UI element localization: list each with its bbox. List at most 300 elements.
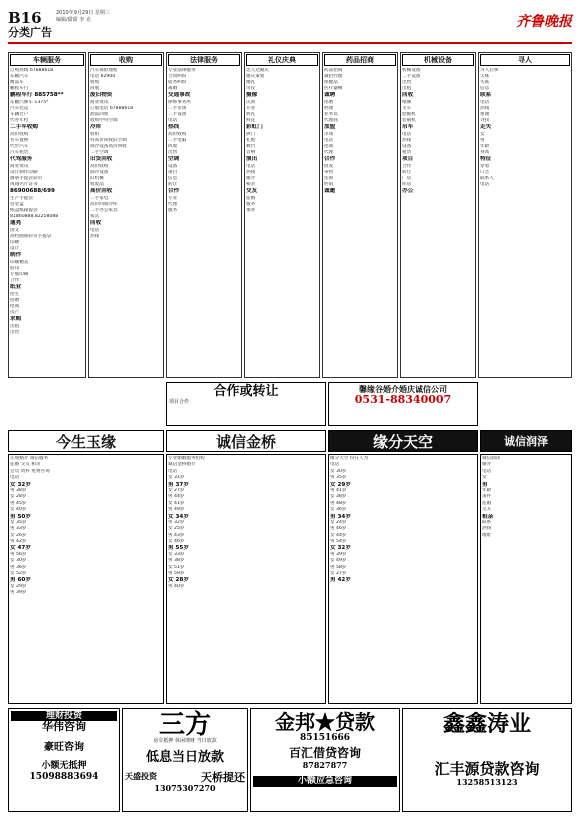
ad-line: 女 29岁 xyxy=(10,583,27,589)
ad-line: 诚邀 xyxy=(324,188,336,194)
ad-line: 鲜花 xyxy=(246,118,256,123)
ad-title: 鑫鑫涛业 xyxy=(442,711,531,737)
ad-title: 天盛投资 xyxy=(125,770,157,781)
ad-line: 女 24岁 xyxy=(330,519,347,525)
ad-line: 女 46岁 xyxy=(168,539,185,545)
ad-line: 离婚 xyxy=(168,86,178,91)
ad-line: 机械设备 xyxy=(402,68,421,73)
ad-line: 收购中央空调 xyxy=(90,118,118,123)
ad-line: 口音 xyxy=(480,170,490,175)
ad-line: 诚聘 xyxy=(324,92,336,98)
ad-line: 办公 xyxy=(402,188,414,194)
ad-line: 女 32岁 xyxy=(10,481,31,488)
ad-line: 厂房 xyxy=(402,176,412,181)
ad-line: 项目 xyxy=(402,156,414,162)
ad-line: 吊车 xyxy=(402,124,414,130)
ad-line: 批发 xyxy=(324,164,334,169)
ad-line: 画册手提袋彩页 xyxy=(10,176,43,181)
ad-line: 婚介 xyxy=(482,462,492,468)
ad-line: 男 42岁 xyxy=(10,539,27,545)
ad-line: 出售 xyxy=(402,80,412,85)
ad-line: 男 38岁 xyxy=(168,558,185,564)
ad-line: 年龄 xyxy=(480,144,490,149)
ad-line: 家具 xyxy=(90,214,100,219)
ad-phone: 85151666 xyxy=(299,733,351,743)
matchmaking-list-right xyxy=(328,454,478,704)
ad-line: 女 29岁 xyxy=(330,481,351,488)
ad-line: 演出 xyxy=(246,156,258,162)
column-legal xyxy=(166,52,242,378)
column-machinery xyxy=(400,52,476,378)
ad-line: 年龄 xyxy=(482,487,492,493)
ad-line: 电话 xyxy=(324,138,334,143)
ad-line: 专业婚姻服务机构 xyxy=(168,456,205,461)
ad-line: 连锁 xyxy=(324,176,334,181)
ad-line: 合作 xyxy=(10,278,20,283)
ad-line: 征婚 xyxy=(246,196,256,201)
ad-line: 东鹏汽修车 1375* xyxy=(10,100,49,105)
newspaper-logo: 齐鲁晚报 xyxy=(516,14,572,30)
ad-line: 出租 xyxy=(10,324,20,329)
ad-line: 合同纠纷 xyxy=(168,74,187,79)
ad-title: 三方 xyxy=(158,710,211,740)
ad-line: 专版印刷 xyxy=(10,272,29,277)
ad-line: 维修 xyxy=(402,100,412,105)
ad-line: 经销 xyxy=(324,182,334,187)
ad-line: 礼炮 xyxy=(246,138,256,143)
ad-line: 印刷 xyxy=(10,240,20,245)
ad-line: 高价回收冷库 xyxy=(90,202,118,207)
ad-line: 招商 xyxy=(324,144,334,149)
sheet-title-center: 诚信金桥 xyxy=(166,430,326,452)
ad-line: 医疗器械 xyxy=(324,86,343,91)
ad-line: 通亮 xyxy=(10,220,22,226)
ad-phone: 13258513123 xyxy=(456,777,518,788)
column-title: 法律服务 xyxy=(168,54,240,66)
ad-text: 房车抵押 休闲理财 当日放款 xyxy=(153,738,217,744)
ad-line: 高价收购 xyxy=(168,132,187,137)
ad-line: 女 41岁 xyxy=(168,500,185,506)
ad-line: 服务 xyxy=(246,202,256,207)
ad-line: 诚招代理 xyxy=(324,74,343,79)
ad-line: 男 44岁 xyxy=(168,494,185,500)
ad-line: 男 45岁 xyxy=(10,500,27,506)
ad-line: 条件 xyxy=(482,494,492,500)
ad-line: 女 52岁 xyxy=(10,571,27,577)
ad-line: 女 30岁 xyxy=(10,558,27,564)
sheet-title-far: 诚信润泽 xyxy=(480,430,572,452)
ad-line: 生产手提袋 xyxy=(10,196,33,201)
ad-line: 设计制作印刷 xyxy=(10,170,38,175)
ad-line: 承办 xyxy=(246,208,256,213)
matchmaking-list-center xyxy=(166,454,326,704)
ad-line: 摄像 xyxy=(246,92,258,98)
ad-line: 商业资讯 xyxy=(10,164,29,169)
cooperation-box xyxy=(166,382,326,426)
ad-line: 订版电话 67888618 xyxy=(90,106,134,111)
ad-line: 热线 xyxy=(402,138,412,143)
ad-line: 合作 xyxy=(402,164,412,169)
ad-line: 音响 xyxy=(246,150,256,155)
ad-line: 冷库 xyxy=(90,124,102,130)
ad-line: 电话 xyxy=(168,118,178,123)
xinyuangu-box xyxy=(328,382,478,426)
ad-line: 纸业 xyxy=(10,284,22,290)
ad-line: 高价回收 xyxy=(90,188,113,194)
ad-line: 专业法律服务 xyxy=(168,68,196,73)
ad-line: 征婚 xyxy=(482,500,492,506)
cooperation-title: 合作或转让 xyxy=(213,384,279,399)
ad-line: 重谢 xyxy=(480,112,490,117)
ad-line: 女 28岁 xyxy=(10,494,27,500)
ad-line: 彩虹门 xyxy=(246,124,263,130)
ad-line: 服务 xyxy=(168,208,178,213)
ad-line: 婚介 xyxy=(246,176,256,181)
ad-line: 装载机 xyxy=(402,118,416,123)
ad-line: 二手设备 xyxy=(402,74,421,79)
ad-line: 求购 xyxy=(10,316,22,322)
ad-phone: 13075307270 xyxy=(154,783,216,794)
ad-line: 男 40岁 xyxy=(168,583,185,589)
ad-line: 设计 xyxy=(10,246,20,251)
ad-line: 招生 xyxy=(10,292,20,297)
ad-line: 男 39岁 xyxy=(10,590,27,596)
ad-line: 男 xyxy=(482,481,488,488)
ad-line: 合作 xyxy=(168,188,180,194)
loan-ad-xinxintao xyxy=(402,708,572,812)
ad-line: 女 30岁 xyxy=(330,468,347,474)
ad-line: 项目 xyxy=(168,170,178,175)
ad-line: 挖掘机 xyxy=(402,112,416,117)
ad-line: 热线 xyxy=(246,170,256,175)
ad-line: 身高 xyxy=(480,150,490,155)
ad-line: 加盟 xyxy=(324,124,336,130)
ad-line: 电话 xyxy=(90,228,100,233)
ad-line: 市场 xyxy=(324,132,334,137)
ad-line: 叉车 xyxy=(402,106,412,111)
ad-line: 庆典 xyxy=(246,100,256,105)
ad-line: 男 xyxy=(480,138,485,143)
ad-line: 女 xyxy=(482,475,487,481)
ad-phone: 15098883694 xyxy=(29,771,99,782)
ad-line: 汽车托运 xyxy=(10,106,29,111)
ad-line: 精品车 xyxy=(10,80,24,85)
ad-title: 理财投资 xyxy=(11,711,117,721)
ad-line: 寻找 xyxy=(480,118,490,123)
xinyuangu-title: 馨缘谷婚介婚庆诚信公司 xyxy=(359,385,447,394)
ad-line: 会员 资料 免费咨询 xyxy=(10,468,50,474)
ad-line: 热线 xyxy=(482,526,492,532)
ad-line: 相亲 xyxy=(482,513,494,520)
ad-line: 女 32岁 xyxy=(330,545,351,552)
ad-line: 代驾服务 xyxy=(10,156,33,162)
ad-line: 库房 xyxy=(402,182,412,187)
ad-title: 百汇借贷咨询 xyxy=(288,746,361,761)
column-title: 药品招商 xyxy=(324,54,396,66)
ad-line: 男 33岁 xyxy=(10,526,27,532)
ad-line: 债务纠纷 xyxy=(168,80,187,85)
ad-line: 开业 xyxy=(246,106,256,111)
ad-line: 女 36岁 xyxy=(330,507,347,513)
ad-line: 律师事务所 xyxy=(168,100,191,105)
ad-line: 电话 xyxy=(480,182,490,187)
ad-line: 女 33岁 xyxy=(168,551,185,557)
ad-line: 热线 xyxy=(90,234,100,239)
ad-line: 信息 xyxy=(168,176,178,181)
ad-line: 电话 xyxy=(10,475,20,481)
ad-line: 鹏程车行 xyxy=(10,86,29,91)
date-meta xyxy=(56,11,110,25)
ad-line: 房产 xyxy=(10,310,20,315)
loan-ad-huawei xyxy=(8,708,120,812)
ad-line: 走失 xyxy=(480,124,492,130)
ad-line: 诚信润泽 xyxy=(482,456,501,461)
ad-line: 男 32岁 xyxy=(168,519,185,525)
ad-line: 男 38岁 xyxy=(10,487,27,493)
ad-line: 81860888,82258088 xyxy=(10,214,59,219)
matchmaking-list-left xyxy=(8,454,164,704)
ad-line: 订购热线 67888618 xyxy=(10,68,54,73)
ad-line: 纸盒纸箱提袋 xyxy=(10,208,38,213)
ad-line: 女 27岁 xyxy=(330,571,347,577)
ad-line: 业务员 xyxy=(324,112,338,117)
ad-line: 男 60岁 xyxy=(10,577,31,584)
ad-line: 女 44岁 xyxy=(330,532,347,538)
ad-line: 女 25岁 xyxy=(168,526,185,532)
ad-line: 国文 xyxy=(10,228,20,233)
ad-line: 欠账 xyxy=(480,74,490,79)
ad-line: 男 42岁 xyxy=(330,577,351,584)
ad-line: 代理 xyxy=(324,150,334,155)
ad-line: 联系 xyxy=(480,92,492,98)
ad-line: 零售 xyxy=(324,170,334,175)
ad-line: 穿着 xyxy=(480,164,490,169)
ad-line: 男 37岁 xyxy=(168,481,189,488)
column-title: 礼仪庆典 xyxy=(246,54,318,66)
ad-line: 二手家电 xyxy=(90,196,109,201)
ad-line: 电话 xyxy=(480,100,490,105)
page-header xyxy=(8,8,572,44)
ad-line: 制冷设备高价回收 xyxy=(90,144,127,149)
page-number: B16 xyxy=(8,9,42,27)
ad-line: 电话 xyxy=(482,468,492,474)
column-title: 车辆服务 xyxy=(10,54,84,66)
ad-line: 女 51岁 xyxy=(168,564,185,570)
ad-line: 转让 xyxy=(402,170,412,175)
ad-line: 男 39岁 xyxy=(330,551,347,557)
ad-title: 天桥提还 xyxy=(201,770,245,784)
ad-line: 东鹏汽车 xyxy=(10,74,29,79)
ad-phone: 87827877 xyxy=(302,760,348,771)
editor-line: 编辑/甜甜 李 克 xyxy=(56,17,91,23)
ad-line: 特高价回收旧空调 xyxy=(90,138,127,143)
ad-line: 转让 xyxy=(168,182,178,187)
ad-line: 女 47岁 xyxy=(10,545,31,552)
ad-line: 回收 xyxy=(90,86,100,91)
ad-line: 达人达婚庆 xyxy=(246,68,269,73)
ad-line: 男 41岁 xyxy=(330,487,347,493)
ad-line: 诚信金桥婚介 xyxy=(168,462,196,468)
matchmaking-list-far xyxy=(480,454,572,704)
ad-line: 商业资讯 xyxy=(90,100,109,105)
loan-ad-sanfang xyxy=(122,708,248,812)
ad-line: 86900688/699 xyxy=(10,188,55,194)
ad-line: 二手电脑 xyxy=(168,138,187,143)
ad-line: 招聘 xyxy=(10,298,20,303)
ad-line: 热线 xyxy=(480,106,490,111)
ad-line: 汽车租赁 xyxy=(10,150,29,155)
ad-line: 男 35岁 xyxy=(330,475,347,481)
ad-title: 小额应急咨询 xyxy=(253,776,397,786)
ad-title: 金邦★贷款 xyxy=(275,710,375,734)
column-pharma xyxy=(322,52,398,378)
ad-line: 设备 xyxy=(402,144,412,149)
ad-line: 相亲 xyxy=(246,182,256,187)
ad-line: 信息 xyxy=(480,86,490,91)
ad-title: 汇丰源贷款咨询 xyxy=(434,760,540,778)
ad-line: 男 55岁 xyxy=(168,545,189,552)
ad-line: 代步汽车 xyxy=(10,144,29,149)
column-title: 机械设备 xyxy=(402,54,474,66)
column-vehicle-service xyxy=(8,52,86,378)
ad-line: 女 38岁 xyxy=(330,494,347,500)
ad-line: 电话 xyxy=(330,462,340,468)
ad-line: 旧货回收 xyxy=(90,156,113,162)
ad-line: 女 xyxy=(480,132,485,137)
ad-line: 正规婚介 诚信服务 xyxy=(10,456,49,461)
ad-line: 名车置换 xyxy=(10,138,29,143)
ad-line: 制作 xyxy=(10,252,22,258)
ad-line: 二手办公家具 xyxy=(90,208,118,213)
ad-line: 出售 xyxy=(10,330,20,335)
ad-line: 女 34岁 xyxy=(168,513,189,520)
ad-line: 电话 82900 xyxy=(90,74,116,79)
ad-line: 空调 xyxy=(168,156,180,162)
ad-title: 豪旺咨询 xyxy=(44,741,84,753)
ad-title: 华伟咨询 xyxy=(42,720,86,734)
section-title: 分类广告 xyxy=(8,26,52,39)
ad-line: 男 36岁 xyxy=(10,564,27,570)
ad-line: 回收 xyxy=(168,144,178,149)
ad-line: 收购 xyxy=(90,80,100,85)
ad-line: 高档画册彩页手提袋 xyxy=(10,234,52,239)
ad-line: 经理 xyxy=(324,106,334,111)
ad-line: 联系人 xyxy=(480,176,494,181)
ad-line: 租赁 xyxy=(402,150,412,155)
loan-ad-jinbang xyxy=(250,708,400,812)
ad-line: 代理商 xyxy=(324,118,338,123)
ad-line: 胶印 xyxy=(10,266,20,271)
ad-line: 女 49岁 xyxy=(330,558,347,564)
ad-line: 婚庆策划 xyxy=(246,74,265,79)
ad-line: 交友 xyxy=(482,507,492,513)
ad-line: 缘分天空 份在人为 xyxy=(330,456,369,461)
ad-line: 废旧物资 xyxy=(90,92,113,98)
ad-line: 二手设备 xyxy=(168,112,187,117)
ad-line: 电话 xyxy=(402,132,412,137)
ad-line: 高价收购 xyxy=(10,132,29,137)
ad-line: 男 48岁 xyxy=(330,500,347,506)
ad-line: 印刷精美 xyxy=(10,260,29,265)
ad-line: 汽车保险理赔 xyxy=(90,68,118,73)
ad-line: 电话 xyxy=(246,164,256,169)
ad-title: 小额无抵押 xyxy=(41,761,87,772)
ad-line: 专业 xyxy=(168,196,178,201)
ad-line: 回收 xyxy=(90,220,102,226)
cooperation-info: 项目合作 xyxy=(169,398,190,405)
ad-line: 招聘 xyxy=(324,100,334,105)
ad-line: 男 56岁 xyxy=(10,551,27,557)
ad-line: 寻人启事 xyxy=(480,68,499,73)
ad-line: 男 54岁 xyxy=(330,539,347,545)
ad-line: 油品回收 xyxy=(90,112,109,117)
ad-line: 婚礼 xyxy=(246,80,256,85)
column-missing-person xyxy=(478,52,572,378)
ad-line: 男 49岁 xyxy=(168,507,185,513)
ad-line: 机组 xyxy=(90,132,100,137)
ad-line: 交通事故 xyxy=(168,92,191,98)
ad-title: 低息当日放款 xyxy=(145,749,224,765)
ad-line: 男 50岁 xyxy=(10,513,31,520)
ad-line: 男 58岁 xyxy=(330,564,347,570)
ad-line: 交友 xyxy=(246,188,258,194)
ad-line: 代理 xyxy=(168,202,178,207)
ad-line: 男 46岁 xyxy=(330,526,347,532)
ad-line: 凤翔名片证书 xyxy=(10,182,38,187)
ad-line: 药品招商 xyxy=(324,68,343,73)
column-ceremony xyxy=(244,52,320,378)
ad-line: 合作 xyxy=(324,156,336,162)
column-recycling xyxy=(88,52,164,378)
column-title: 寻人 xyxy=(480,54,570,66)
ad-line: 高价收购 xyxy=(90,164,109,169)
ad-line: 二手车收购 xyxy=(10,124,38,130)
ad-line: 出租 xyxy=(402,86,412,91)
xinyuangu-phone: 0531-88340007 xyxy=(354,393,452,407)
column-title: 收购 xyxy=(90,54,162,66)
ad-line: 代办年检 xyxy=(10,118,29,123)
ad-line: 回收 xyxy=(402,92,414,98)
ad-line: 二手空调 xyxy=(90,150,109,155)
ad-line: 联系 xyxy=(482,519,492,525)
ad-line: 车辆过户 xyxy=(10,112,29,117)
ad-line: 电话 xyxy=(168,468,178,474)
ad-line: 出售 xyxy=(168,150,178,155)
sheet-title-left: 今生玉缘 xyxy=(8,430,164,452)
ad-line: 拱门 xyxy=(246,132,256,137)
ad-line: 包装盒 xyxy=(10,202,24,207)
ad-line: 招商 xyxy=(10,304,20,309)
ad-line: 女 40岁 xyxy=(10,507,27,513)
ad-line: 典礼 xyxy=(246,112,256,117)
ad-line: 保健品 xyxy=(324,80,338,85)
ad-line: 女 27岁 xyxy=(168,487,185,493)
ad-line: 男 34岁 xyxy=(330,513,351,520)
ad-line: 女 31岁 xyxy=(168,475,185,481)
ad-line: 男 59岁 xyxy=(168,571,185,577)
ad-line: 制冷设备 xyxy=(90,170,109,175)
ad-line: 设备 xyxy=(168,164,178,169)
date-line: 2010年9月29日 星期三 xyxy=(56,10,110,16)
ad-line: 地址 xyxy=(482,532,492,538)
ad-line: 舞台 xyxy=(246,144,256,149)
ad-line: 特征 xyxy=(480,156,492,162)
ad-line: 司仪 xyxy=(246,86,256,91)
ad-line: 女 28岁 xyxy=(168,577,189,584)
ad-line: 二手市场 xyxy=(168,106,187,111)
ad-line: 热线 xyxy=(168,124,180,130)
ad-line: 旧机械 xyxy=(90,176,104,181)
